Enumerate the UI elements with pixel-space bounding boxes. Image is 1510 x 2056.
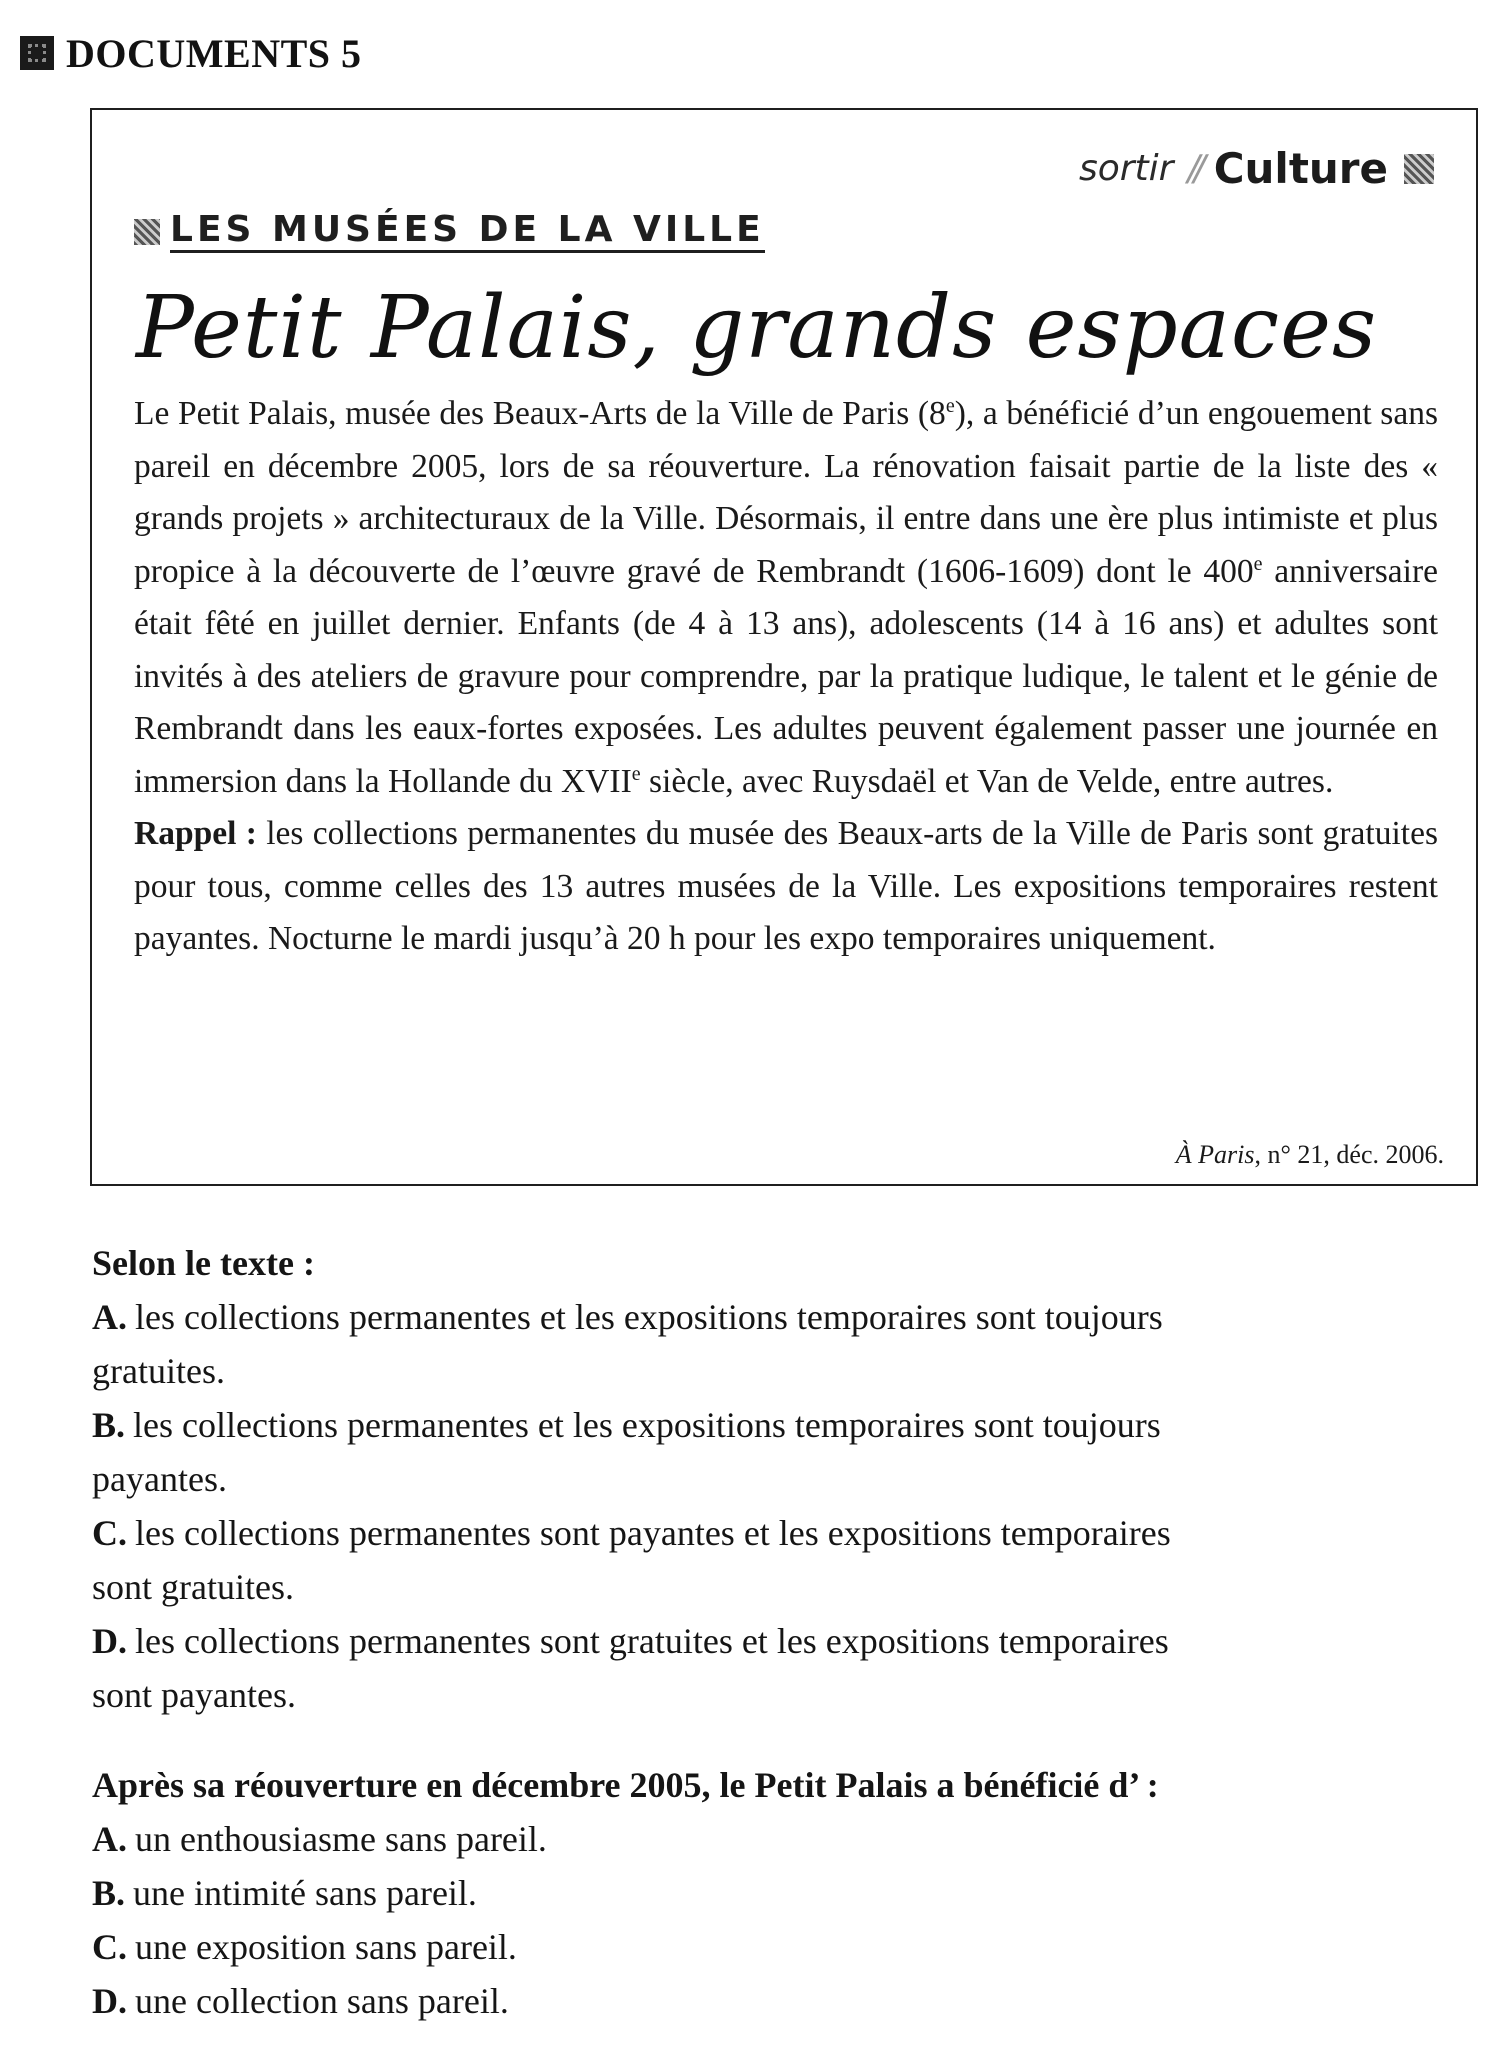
answer-option: [92, 1398, 1232, 1506]
kicker-square-icon: [1404, 154, 1434, 184]
option-letter: D.: [92, 1621, 127, 1661]
option-text: les collections permanentes sont payantes et les expositions temporaires sont gratuites.: [92, 1513, 1171, 1607]
kicker-slashes: //: [1187, 148, 1200, 189]
document-header: [20, 28, 362, 78]
rappel-text: les collections permanentes du musée des Beaux-arts de la Ville de Paris sont gratuites pour tous, comme celles des 13 autres musées de la Ville. Les expositions temporaires restent payantes. Nocturne le mardi jusqu’à 20 h pour les expo temporaires uniquement.: [134, 815, 1438, 957]
article-body: [134, 388, 1438, 966]
section-square-icon: [134, 219, 160, 245]
answer-option: [92, 1614, 1232, 1722]
question-2: [92, 1758, 1452, 2028]
body-superscript: e: [945, 394, 955, 417]
header-square-icon: [20, 36, 54, 70]
body-superscript: e: [1253, 552, 1263, 575]
option-letter: A.: [92, 1297, 127, 1337]
question-1: [92, 1236, 1232, 1722]
option-text: les collections permanentes sont gratuites et les expositions temporaires sont payantes.: [92, 1621, 1169, 1715]
section-label-text: LES MUSÉES DE LA VILLE: [170, 210, 765, 253]
answer-option: [92, 1866, 1452, 1920]
option-text: une intimité sans pareil.: [133, 1873, 477, 1913]
answer-option: [92, 1290, 1232, 1398]
answer-option: [92, 1974, 1452, 2028]
article-citation: [1176, 1140, 1444, 1170]
kicker-sortir: sortir: [1078, 148, 1174, 189]
article-headline: Petit Palais, grands espaces: [136, 278, 1378, 378]
option-letter: C.: [92, 1927, 127, 1967]
answer-option: [92, 1812, 1452, 1866]
answer-option: [92, 1920, 1452, 1974]
section-label: [134, 210, 765, 253]
question-prompt: Après sa réouverture en décembre 2005, le Petit Palais a bénéficié d’ :: [92, 1765, 1159, 1805]
answer-option: [92, 1506, 1232, 1614]
option-text: une collection sans pareil.: [135, 1981, 509, 2021]
citation-details: , n° 21, déc. 2006.: [1254, 1140, 1444, 1169]
option-text: une exposition sans pareil.: [135, 1927, 517, 1967]
citation-source: À Paris: [1175, 1140, 1255, 1169]
body-text: Le Petit Palais, musée des Beaux-Arts de la Ville de Paris (8: [134, 395, 946, 432]
option-letter: D.: [92, 1981, 127, 2021]
body-text: anniversaire était fêté en juillet dernier. Enfants (de 4 à 13 ans), adolescents (14 à 16 ans) et adultes sont invités à des ateliers de gravure pour comprendre, par la pratique ludique, le talent et le génie de Rembrandt dans les eaux-fortes exposées. Les adultes peuvent également passer une journée en immersion dans la Hollande du XVII: [134, 552, 1438, 800]
body-superscript: e: [631, 762, 641, 785]
article-box: [90, 108, 1478, 1186]
body-text: ), a bénéficié d’un engouement sans pareil en décembre 2005, lors de sa réouverture. La rénovation faisait partie de la liste des « grands projets » architecturaux de la Ville. Désormais, il entre dans une ère plus intimiste et plus propice à la découverte de l’œuvre gravé de Rembrandt (1606-1609) dont le 400: [134, 395, 1438, 590]
document-title: DOCUMENTS 5: [66, 30, 362, 76]
option-letter: B.: [92, 1873, 126, 1913]
kicker-section: Culture: [1213, 144, 1388, 193]
rappel-label: Rappel :: [134, 815, 257, 852]
option-letter: B.: [92, 1405, 126, 1445]
option-text: un enthousiasme sans pareil.: [135, 1819, 547, 1859]
option-letter: A.: [92, 1819, 127, 1859]
option-text: les collections permanentes et les expositions temporaires sont toujours gratuites.: [92, 1297, 1163, 1391]
body-text: siècle, avec Ruysdaël et Van de Velde, entre autres.: [640, 762, 1334, 800]
question-prompt: Selon le texte :: [92, 1243, 315, 1283]
option-text: les collections permanentes et les expositions temporaires sont toujours payantes.: [92, 1405, 1161, 1499]
option-letter: C.: [92, 1513, 127, 1553]
article-kicker: [1079, 144, 1434, 193]
